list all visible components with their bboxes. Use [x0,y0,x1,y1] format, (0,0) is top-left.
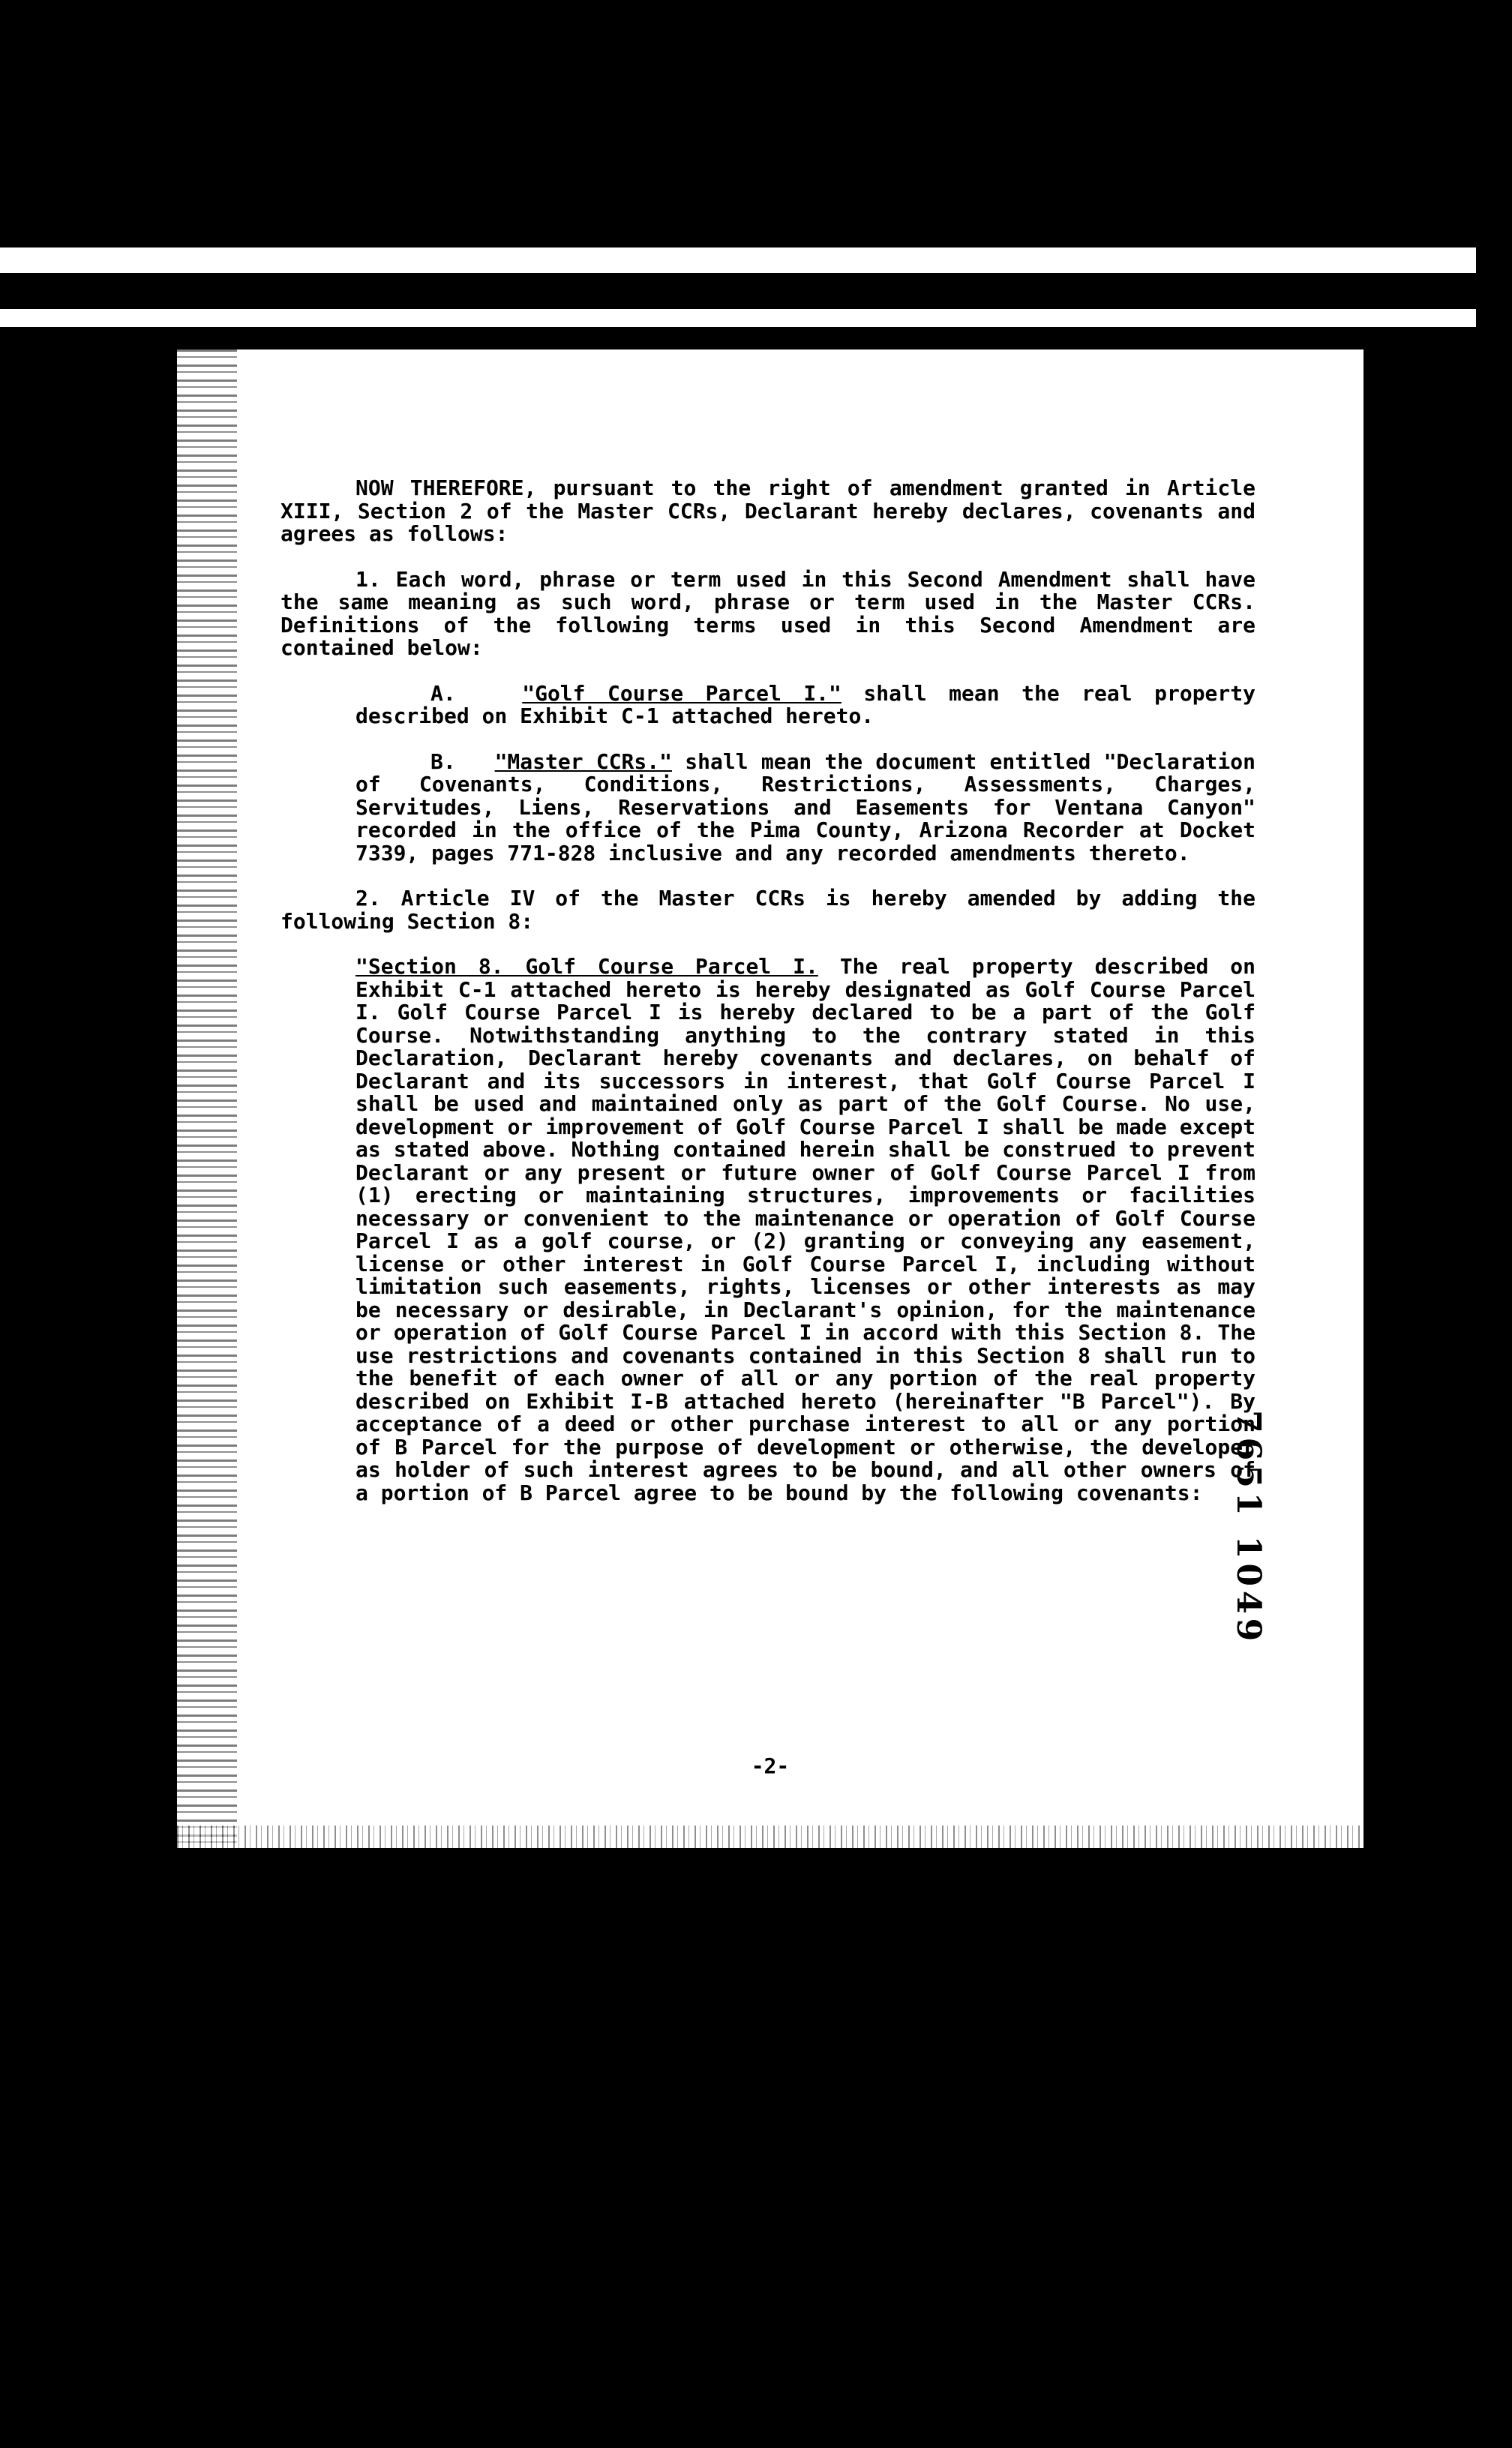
intro-rest: , pursuant to the right of amendment granted in Article XIII, Section 2 of the Master CCRs, Declarant hereby declares, covenants and agrees as follows: [280,476,1256,546]
item-b-label: B. [430,748,456,774]
item-b-paragraph [356,748,1256,866]
item-a-label: A. [430,680,456,706]
item-2-paragraph: 2. Article IV of the Master CCRs is hereby amended by adding the following Section 8: [280,886,1256,934]
page-number: -2- [751,1754,790,1778]
intro-lead: NOW THEREFORE [356,476,524,500]
item-a-paragraph [356,682,1256,728]
intro-paragraph [280,477,1256,546]
scan-band-lower [0,309,1476,327]
document-body [280,477,1256,1527]
section-8-paragraph [356,956,1256,1504]
section-8-body: The real property described on Exhibit C-1 attached hereto is hereby designated as Golf Course Parcel I. Golf Course Parcel I is hereby declared to be a part of the Golf Course. Notwithstanding anything to the contrary stated in this Declaration, Declarant hereby covenants and declares, on behalf of Declarant and its successors in interest, that Golf Course Parcel I shall be used and maintained only as part of the Golf Course. No use, development or improvement of Golf Course Parcel I shall be made except as stated above. Nothing contained herein shall be construed to prevent Declarant or any present or future owner of Golf Course Parcel I from (1) erecting or maintaining structures, improvements or facilities necessary or convenient to the maintenance or operation of Golf Course Parcel I as a golf course, or (2) granting or conveying any easement, license or other interest in Golf Course Parcel I, including without limitation such easements, rights, licenses or other interests as may be necessary or desirable, in Declarant's opinion, for the maintenance or operation of Golf Course Parcel I in accord with this Section 8. The use restrictions and covenants contained in this Section 8 shall run to the benefit of each owner of all or any portion of the real property described on Exhibit I-B attached hereto (hereinafter "B Parcel"). By acceptance of a deed or other purchase interest to all or any portion of B Parcel for the purpose of development or otherwise, the developer as holder of such interest agrees to be bound, and all other owners of a portion of B Parcel agree to be bound by the following covenants: [356,954,1256,1505]
section-8-heading: "Section 8. Golf Course Parcel I. [356,954,818,979]
item-a-definition: shall mean the real property described on Exhibit C-1 attached hereto. [356,680,1256,728]
document-page [177,350,1364,1848]
item-b-definition: shall mean the document entitled "Declaration of Covenants, Conditions, Restrictions, Assessments, Charges, Servitudes, Liens, Reservations and Easements for Ventana Canyon" recorded in the office of the Pima County, Arizona Recorder at Docket 7339, pages 771-828 inclusive and any recorded amendments thereto. [356,748,1256,866]
item-1-paragraph: 1. Each word, phrase or term used in this Second Amendment shall have the same meaning as such word, phrase or term used in the Master CCRs. Definitions of the following terms used in this Second Amendment are contained below: [280,566,1256,660]
scan-bottom-noise [177,1826,1364,1848]
recorder-stamp-text: 7651 1049 [1229,1410,1268,1646]
item-b-term: "Master CCRs." [494,748,672,774]
item-a-term: "Golf Course Parcel I." [522,680,842,706]
scan-edge-noise [177,350,237,1848]
scan-band-top [0,248,1476,273]
